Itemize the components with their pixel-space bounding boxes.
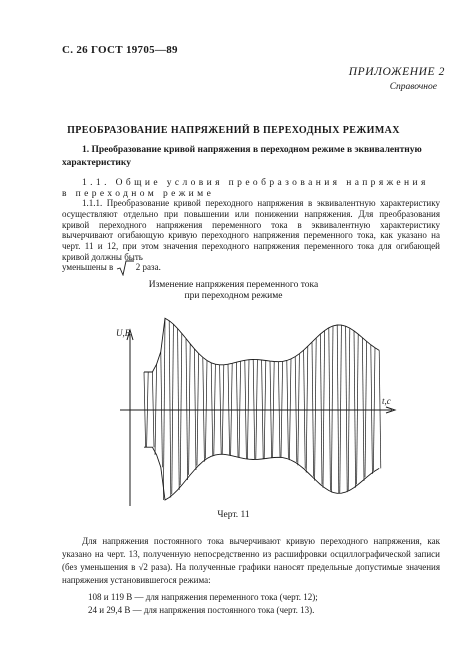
list-item: 24 и 29,4 В — для напряжения постоянного тока (черт. 13). (88, 605, 315, 615)
waveform-line (354, 331, 356, 488)
waveform-line (298, 354, 300, 466)
paragraph-1-1-1-end (62, 260, 161, 276)
waveform-line (362, 338, 364, 481)
figure-caption: Черт. 11 (217, 510, 250, 520)
waveform-line (304, 350, 306, 468)
chart-title-line1: Изменение напряжения переменного тока (148, 280, 319, 290)
waveform-line (320, 334, 322, 485)
waveform-line (172, 324, 174, 494)
p111-end-suffix: раза. (142, 262, 161, 273)
waveform-line (186, 339, 188, 481)
waveform-line (161, 352, 163, 468)
waveform-line (312, 342, 314, 477)
waveform-line (203, 357, 205, 461)
x-axis-label: t,с (382, 396, 391, 406)
waveform-line (365, 341, 367, 477)
list-item: 108 и 119 В — для напряжения переменного тока (черт. 12); (88, 592, 318, 602)
appendix-title: ПРИЛОЖЕНИЕ 2 (348, 66, 445, 78)
waveform-line (306, 346, 308, 472)
waveform-line (178, 329, 180, 490)
paragraph-dc: Для напряжения постоянного тока вычерчивают кривую переходного напряжения, как указано на черт. 13, полученную непосредственно из расшифровки осциллографической записи (без уменьшения в √2 раза). На полученные графики наносят предельные допустимые значения напряжения установившегося режима: (62, 536, 440, 585)
p111-end-prefix: уменьшены в (62, 262, 114, 273)
chart-title (0, 280, 467, 302)
waveform-line (373, 348, 375, 471)
waveform-line (295, 357, 297, 463)
waveform-line (247, 360, 249, 460)
waveform-lines (144, 318, 381, 500)
waveform-line (337, 325, 339, 493)
chart-title-line2: при переходном режиме (184, 291, 283, 301)
waveform-line (379, 350, 381, 468)
waveform-line (323, 331, 325, 488)
waveform-line (189, 344, 191, 475)
waveform-chart (110, 306, 410, 511)
waveform-line (340, 325, 342, 493)
waveform-line (329, 328, 331, 491)
waveform-line (315, 338, 317, 481)
sqrt-sign (116, 260, 134, 276)
page-header: С. 26 ГОСТ 19705—89 (62, 44, 178, 56)
waveform-line (169, 321, 171, 498)
waveform-line (357, 334, 359, 484)
waveform-line (346, 326, 348, 492)
waveform-line (348, 328, 350, 490)
waveform-line (197, 353, 199, 465)
waveform-line (331, 326, 333, 493)
section-1-heading: 1. Преобразование кривой напряжения в переходном режиме в эквивалентную характеристику (62, 145, 422, 168)
y-axis-label: U,В (116, 328, 131, 338)
subsection-1-1-heading: 1.1. Общие условия преобразования напряжения в переходном режиме (62, 178, 429, 199)
paragraph-1-1-1: 1.1.1. Преобразование кривой переходного напряжения в эквивалентную характеристику осуществляют отдельно при повышении или понижении напряжения. Для преобразования кривой переходного напряжения переменного тока в эквивалентную характеристику вычерчивают огибающую кривую переходного напряжения переменного тока, как указано на черт. 11 и 12, при этом значения переходного напряжения переменного тока для огибающей кривой должны быть (62, 198, 440, 262)
waveform-line (371, 345, 373, 474)
p111-sqrt-value: 2 (135, 262, 141, 273)
waveform-line (194, 349, 196, 470)
waveform-line (180, 333, 182, 485)
waveform-line (163, 318, 165, 500)
appendix-ref: Справочное (389, 82, 437, 92)
main-title: ПРЕОБРАЗОВАНИЕ НАПРЯЖЕНИЙ В ПЕРЕХОДНЫХ РЕЖИМАХ (67, 125, 400, 136)
